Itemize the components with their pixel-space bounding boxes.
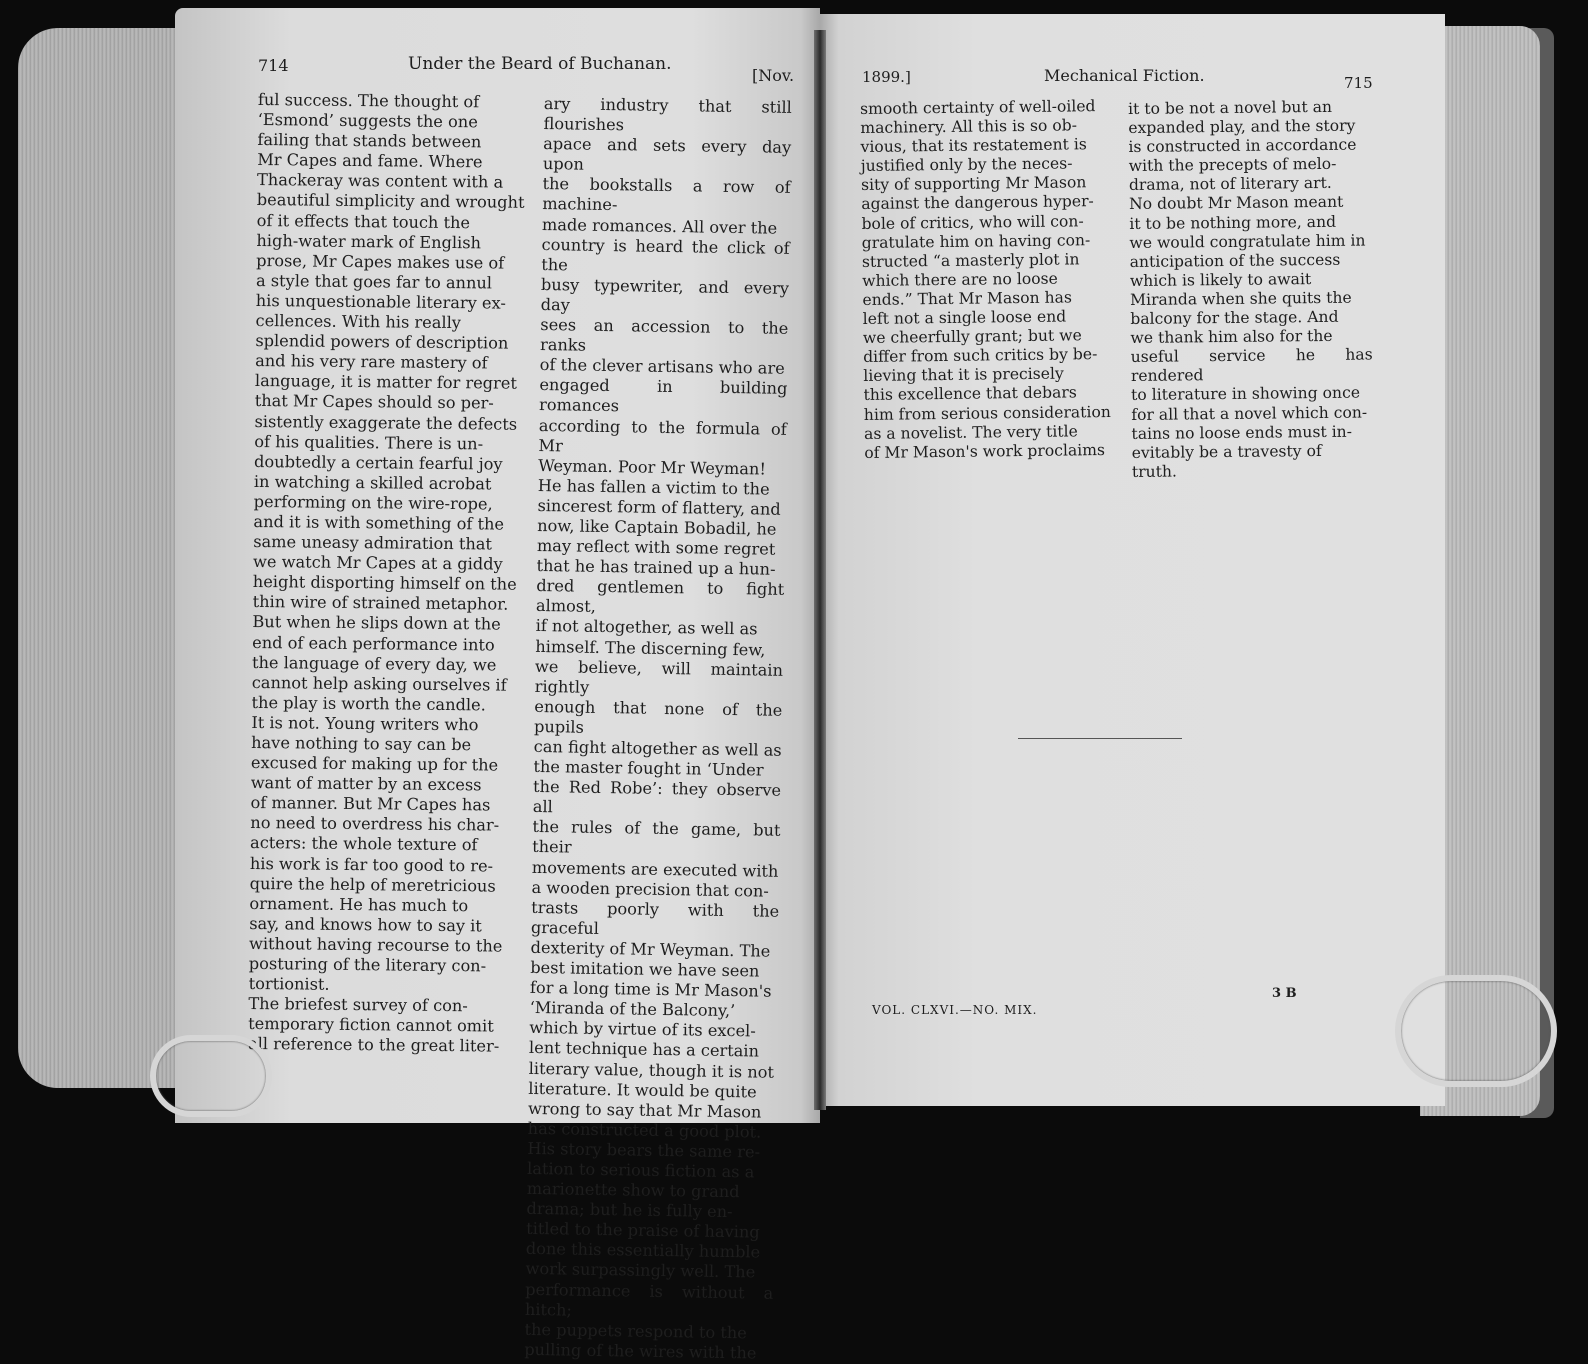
left-running-title: Under the Beard of Buchanan. <box>408 54 672 74</box>
right-running-title: Mechanical Fiction. <box>1044 66 1205 85</box>
left-page-column-1: ful success. The thought of ‘Esmond’ suggests the one failing that stands between Mr Capes and fame. Where Thackeray was content with a beautiful simplicity and wrought of it effects that touch the high-water mark of English prose, Mr Capes makes use of a style that goes far to annul his unquestionable literary ex- cellences. With his really splendid powers of description and his very rare mastery of language, it is matter for regret that Mr Capes should so per- sistently exaggerate the defects of his qualities. There is un- doubtedly a certain fearful joy in watching a skilled acrobat performing on the wire-rope, and it is with something of the same uneasy admiration that we watch Mr Capes at a giddy height disporting himself on the thin wire of strained metaphor. But when he slips down at the end of each performance into the language of every day, we cannot help asking ourselves if the play is worth the candle. It is not. Young writers who have nothing to say can be excused for making up for the want of matter by an excess of manner. But Mr Capes has no need to overdress his char- acters: the whole texture of his work is far too good to re- quire the help of meretricious ornament. He has much to say, and knows how to say it without having recourse to the posturing of the literary con- tortionist. The briefest survey of con- temporary fiction cannot omit all reference to the great liter- <box>247 90 525 1056</box>
right-page-column-2: it to be not a novel but an expanded play, and the story is constructed in accordance with the precepts of melo- drama, not of literary art. No doubt Mr Mason meant it to be nothing more, and we would congratulate him in anticipation of the success which is likely to await Miranda when she quits the balcony for the stage. And we thank him also for the useful service he has rendered to literature in showing once for all that a novel which con- tains no loose ends must in- evitably be a travesty of truth. <box>1128 97 1373 481</box>
left-page-column-2: ary industry that still flourishes apace and sets every day upon the bookstalls a row of machine- made romances. All over the country is heard the click of the busy typewriter, and every day sees an accession to the ranks of the clever artisans who are engaged in building romances according to the formula of Mr Weyman. Poor Mr Weyman! He has fallen a victim to the sincerest form of flattery, and now, like Captain Bobadil, he may reflect with some regret that he has trained up a hun- dred gentlemen to fight almost, if not altogether, as well as himself. The discerning few, we believe, will maintain rightly enough that none of the pupils can fight altogether as well as the master fought in ‘Under the Red Robe’: they observe all the rules of the game, but their movements are executed with a wooden precision that con- trasts poorly with the graceful dexterity of Mr Weyman. The best imitation we have seen for a long time is Mr Mason's ‘Miranda of the Balcony,’ which by virtue of its excel- lent technique has a certain literary value, though it is not literature. It would be quite wrong to say that Mr Mason has constructed a good plot. His story bears the same re- lation to serious fiction as a marionette show to grand drama; but he is fully en- titled to the praise of having done this essentially humble work surpassingly well. The performance is without a hitch; the puppets respond to the pulling of the wires with the <box>524 94 792 1363</box>
right-year-marker: 1899.] <box>862 68 911 86</box>
volume-footer: VOL. CLXVI.—NO. MIX. <box>872 1003 1038 1017</box>
right-page-number: 715 <box>1344 74 1373 92</box>
left-page-number: 714 <box>258 56 289 75</box>
left-paper-clip <box>150 1035 272 1117</box>
right-page-column-1: smooth certainty of well-oiled machinery. All this is so ob- vious, that its restatement is justified only by the neces- sity of supporting Mr Mason against the dangerous hyper- bole of critics, who will con- gratulate him on having con- structed “a masterly plot in which there are no loose ends.” That Mr Mason has left not a single loose end we cheerfully grant; but we differ from such critics by be- lieving that it is precisely this excellence that debars him from serious consideration as a novelist. The very title of Mr Mason's work proclaims <box>860 97 1111 462</box>
right-paper-clip <box>1395 975 1557 1087</box>
left-month-marker: [Nov. <box>752 66 795 85</box>
section-divider <box>1018 738 1182 739</box>
book-gutter <box>814 30 826 1110</box>
signature-mark: 3 B <box>1272 986 1297 1001</box>
